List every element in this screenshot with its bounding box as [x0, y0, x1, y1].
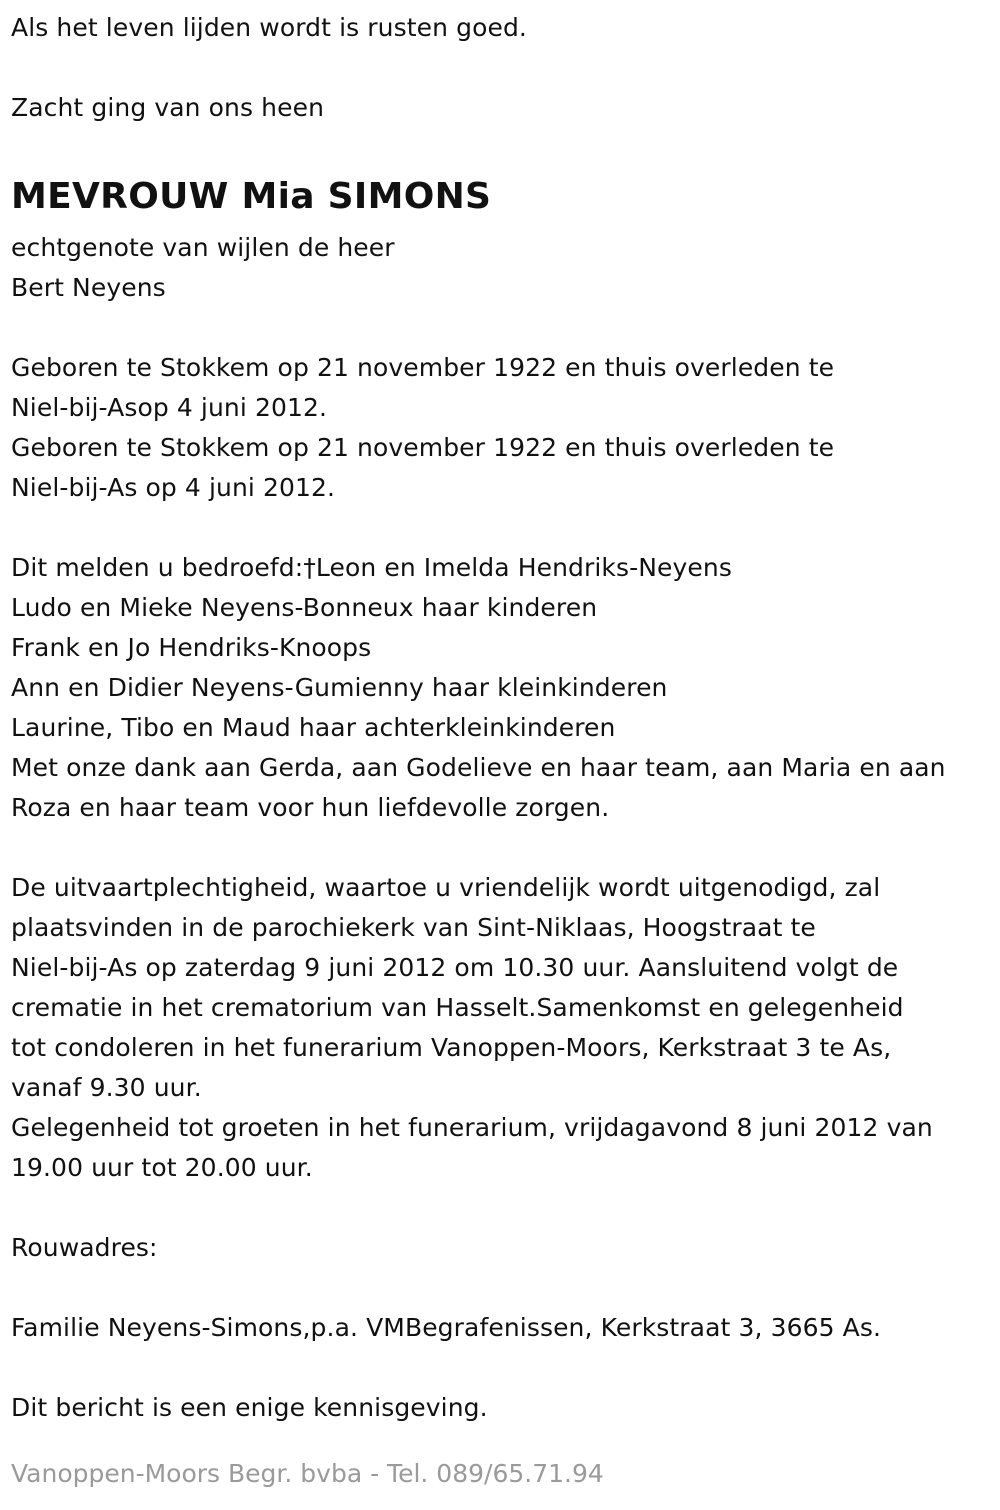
birth-death-line: Niel-bij-As op 4 juni 2012. — [11, 473, 336, 502]
family-line: Frank en Jo Hendriks-Knoops — [11, 633, 372, 662]
ceremony-line: Gelegenheid tot groeten in het funerarium, vrijdagavond 8 juni 2012 van — [11, 1113, 933, 1142]
ceremony-line: 19.00 uur tot 20.00 uur. — [11, 1153, 313, 1182]
address-label: Rouwadres: — [11, 1233, 158, 1262]
spacer — [11, 1188, 996, 1228]
ceremony-line: Niel-bij-As op zaterdag 9 juni 2012 om 10.30 uur. Aansluitend volgt de — [11, 953, 899, 982]
ceremony-line: plaatsvinden in de parochiekerk van Sint-Niklaas, Hoogstraat te — [11, 913, 816, 942]
spacer — [11, 508, 996, 548]
birth-death-line: Niel-bij-Asop 4 juni 2012. — [11, 393, 328, 422]
spouse-line: Bert Neyens — [11, 273, 166, 302]
family-line: Dit melden u bedroefd:†Leon en Imelda Hendriks-Neyens — [11, 553, 732, 582]
family-line: Ludo en Mieke Neyens-Bonneux haar kinderen — [11, 593, 598, 622]
deceased-name: MEVROUW Mia SIMONS — [11, 176, 492, 217]
ceremony-line: tot condoleren in het funerarium Vanoppen-Moors, Kerkstraat 3 te As, — [11, 1033, 892, 1062]
ceremony-section — [11, 868, 996, 1188]
family-line: Roza en haar team voor hun liefdevolle zorgen. — [11, 793, 610, 822]
ceremony-line: De uitvaartplechtigheid, waartoe u vriendelijk wordt uitgenodigd, zal — [11, 873, 881, 902]
birth-death-section — [11, 348, 996, 508]
ceremony-line: vanaf 9.30 uur. — [11, 1073, 202, 1102]
spouse-line: echtgenote van wijlen de heer — [11, 233, 395, 262]
spacer — [11, 128, 996, 168]
motto-text: Als het leven lijden wordt is rusten goed. — [11, 13, 527, 42]
funeral-home-credit: Vanoppen-Moors Begr. bvba - Tel. 089/65.71.94 — [11, 1459, 604, 1488]
spacer — [11, 48, 996, 88]
family-line: Met onze dank aan Gerda, aan Godelieve en haar team, aan Maria en aan — [11, 753, 946, 782]
obituary-notice — [11, 8, 996, 1428]
family-line: Ann en Didier Neyens-Gumienny haar kleinkinderen — [11, 673, 668, 702]
birth-death-line: Geboren te Stokkem op 21 november 1922 en thuis overleden te — [11, 433, 835, 462]
ceremony-line: crematie in het crematorium van Hasselt.Samenkomst en gelegenheid — [11, 993, 904, 1022]
closing-text: Dit bericht is een enige kennisgeving. — [11, 1393, 488, 1422]
birth-death-line: Geboren te Stokkem op 21 november 1922 en thuis overleden te — [11, 353, 835, 382]
spacer — [11, 1268, 996, 1308]
address-text: Familie Neyens-Simons,p.a. VMBegrafenissen, Kerkstraat 3, 3665 As. — [11, 1313, 882, 1342]
intro-text: Zacht ging van ons heen — [11, 93, 325, 122]
spacer — [11, 1348, 996, 1388]
spacer — [11, 828, 996, 868]
family-section — [11, 548, 996, 828]
family-line: Laurine, Tibo en Maud haar achterkleinkinderen — [11, 713, 616, 742]
spacer — [11, 308, 996, 348]
